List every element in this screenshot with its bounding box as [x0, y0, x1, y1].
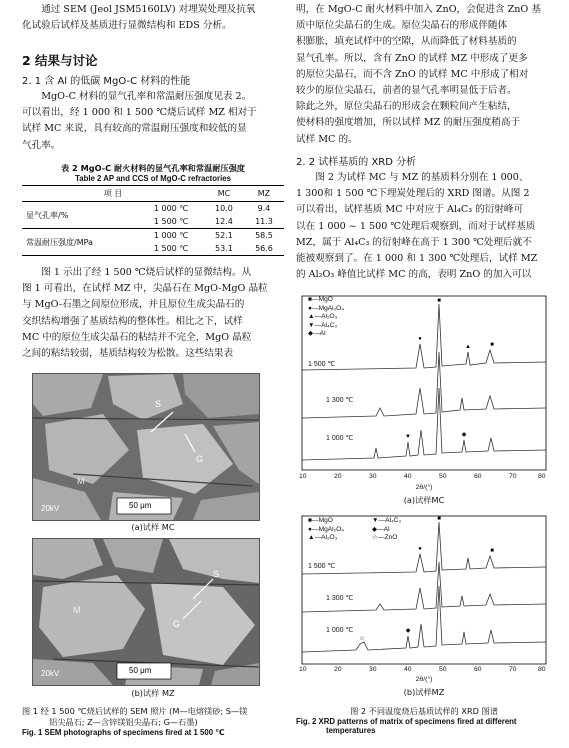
sem-micrograph — [33, 374, 259, 520]
temp-label: 1 000 ℃ — [326, 627, 354, 634]
fig2-caption-en: Fig. 2 XRD patterns of matrix of specimens fired at different — [296, 717, 517, 726]
table-header: 项 目 — [103, 189, 123, 198]
sem-b-caption: (b)试样 MZ — [131, 688, 175, 698]
peak-marker: ● — [418, 546, 422, 552]
peak-marker: ■ — [437, 298, 441, 304]
legend-item: ●—MgAl₂O₄ — [308, 525, 344, 533]
fig1-caption-cn: 图 1 经 1 500 ℃烧后试样的 SEM 照片 (M—电熔镁砂; S—镁 — [22, 706, 248, 716]
text-line: MZ，属于 Al₄C₃ 的衍射峰在高于 1 300 ℃处理后就不 — [296, 236, 532, 248]
table-cell: 58.5 — [255, 231, 273, 240]
table-header: MZ — [257, 189, 271, 198]
x-tick: 20 — [334, 666, 342, 673]
text-line: 图 2 为试样 MC 与 MZ 的基质料分别在 1 000、 — [315, 172, 529, 183]
table-title-en: Table 2 AP and CCS of MgO-C refractories — [75, 174, 231, 183]
peak-marker: ■ — [490, 548, 494, 554]
table-cell: 53.1 — [215, 244, 233, 253]
table-cell: 10.0 — [215, 204, 233, 213]
legend-item: ▲—Al₂O₃ — [308, 534, 338, 542]
temp-label: 1 500 ℃ — [308, 563, 336, 570]
text-line: 气孔率。 — [22, 139, 61, 151]
temp-label: 1 000 ℃ — [326, 435, 354, 442]
temp-label: 1 300 ℃ — [326, 595, 354, 602]
paragraph-3 — [296, 2, 552, 148]
table-header: MC — [217, 189, 231, 198]
grain-label-m: M — [77, 476, 85, 486]
subsection-title: 2. 1 含 Al 的低碳 MgO-C 材料的性能 — [22, 76, 191, 87]
paragraph-1 — [22, 89, 284, 154]
figure-2-caption — [296, 706, 552, 735]
paragraph-4 — [296, 170, 552, 283]
sem-a-caption: (a)试样 MC — [131, 522, 175, 532]
text-line: 显气孔率。所以，含有 ZnO 的试样 MZ 中形成了更多 — [296, 52, 528, 64]
xrd-legend — [372, 517, 401, 543]
x-tick: 80 — [538, 666, 546, 673]
x-axis-label: 2θ/(°) — [415, 676, 433, 683]
xrd-chart-mc — [296, 292, 552, 514]
fig1-caption-en: Fig. 1 SEM photographs of specimens fired at 1 500 ℃ — [22, 728, 225, 737]
text-line: 的原位尖晶石，而不含 ZnO 的试样 MC 中形成了相对 — [296, 68, 529, 80]
legend-item: ■—MgO — [308, 296, 333, 303]
intro-line: 化试验后试样及基质进行显微结构和 EDS 分析。 — [22, 20, 232, 32]
grain-label-s: S — [155, 399, 162, 409]
sem-micrograph — [33, 539, 259, 685]
sem-image-mc — [32, 373, 260, 521]
text-line: 明，在 MgO-C 耐火材料中加入 ZnO，会促进含 ZnO 基 — [296, 4, 541, 15]
table-cell: 56.6 — [255, 244, 273, 253]
peak-marker: ◆ — [461, 432, 467, 438]
text-line: 较少的原位尖晶石，前者的显气孔率明显低于后者。 — [296, 85, 517, 97]
figure-1-caption — [22, 706, 284, 737]
table-cell: 12.4 — [215, 217, 233, 226]
table-cell: 1 000 ℃ — [153, 204, 189, 213]
text-line: 以在 1 000 ~ 1 500 ℃处理后观察到，而对于试样基质 — [296, 220, 536, 232]
table-cell: 显气孔率/% — [26, 210, 69, 220]
x-tick: 70 — [509, 473, 517, 480]
x-tick: 80 — [538, 473, 546, 480]
table-cell: 9.4 — [257, 204, 271, 213]
sem-image-mz — [32, 538, 260, 686]
data-table — [22, 185, 284, 256]
peak-marker: ■ — [437, 516, 441, 522]
x-tick: 60 — [474, 473, 482, 480]
text-line: MgO-C 材料的显气孔率和常温耐压强度见表 2。 — [41, 91, 252, 102]
x-tick: 10 — [299, 666, 307, 673]
peak-marker: ● — [418, 336, 422, 342]
text-line: 可以看出，试样基质 MC 中对应于 Al₄C₃ 的衍射峰可 — [296, 204, 524, 216]
table-row — [22, 202, 284, 216]
legend-item: ●—MgAl₂O₄ — [308, 304, 344, 312]
sem-kv-label: 20kV — [41, 504, 60, 513]
temp-label: 1 300 ℃ — [326, 397, 354, 404]
table-cell: 常温耐压强度/MPa — [26, 237, 93, 247]
text-line: 能被观察到了。在 1 000 和 1 300 ℃处理后，试样 MZ — [296, 253, 538, 265]
grain-label-s: S — [213, 569, 220, 579]
sem-kv-label: 20kV — [41, 669, 60, 678]
paragraph-2 — [22, 265, 284, 362]
x-tick: 70 — [509, 666, 517, 673]
xrd-chart-mz — [296, 512, 552, 702]
legend-item: ◆—Al — [308, 330, 326, 338]
text-line: 与 MgO-石墨之间原位形成，并且原位生成尖晶石的 — [22, 299, 245, 311]
legend-item: ■—MgO — [308, 517, 333, 524]
table-cell: 1 500 ℃ — [153, 244, 189, 253]
text-line: 质中原位尖晶石的生成。原位尖晶石的形成伴随体 — [296, 20, 508, 32]
text-line: 除此之外，原位尖晶石的形成会在颗粒间产生粘结， — [296, 101, 517, 113]
text-line: 图 1 可看出，在试样 MZ 中，尖晶石在 MgO-MgO 晶粒 — [22, 283, 268, 295]
fig2-caption-en: temperatures — [326, 726, 376, 735]
text-line: 图 1 示出了经 1 500 ℃烧后试样的显微结构。从 — [41, 267, 252, 278]
grain-label-g: G — [173, 619, 181, 629]
x-tick: 60 — [474, 666, 482, 673]
temp-label: 1 500 ℃ — [308, 361, 336, 368]
intro-text — [22, 2, 284, 34]
x-tick: 40 — [404, 473, 412, 480]
legend-item: ☆—ZnO — [372, 534, 398, 542]
table-2 — [22, 163, 284, 256]
table-row — [22, 229, 284, 243]
table-title-cn: 表 2 MgO-C 耐火材料的显气孔率和常温耐压强度 — [61, 163, 245, 173]
peak-marker: ■ — [490, 342, 494, 348]
text-line: 交织结构增强了基质结构的整体性。相比之下，试样 — [22, 315, 243, 327]
scale-bar-label: 50 μm — [129, 501, 152, 510]
x-tick: 20 — [334, 473, 342, 480]
text-line: 1 300和 1 500 ℃下埋炭处理后的 XRD 图谱。从图 2 — [296, 188, 530, 200]
fig2-caption-cn: 图 2 不同温度烧后基质试样的 XRD 图谱 — [350, 706, 498, 716]
legend-item: ◆—Al — [372, 525, 390, 533]
x-tick: 30 — [369, 473, 377, 480]
xrd-legend — [308, 296, 344, 339]
text-line: 积膨胀，填充试样中的空隙，从而降低了材料基质的 — [296, 36, 517, 48]
table-cell: 1 000 ℃ — [153, 231, 189, 240]
xrd-legend — [308, 517, 344, 543]
xrd-a-caption: (a)试样MC — [403, 495, 445, 505]
text-line: MC 中的原位生成尖晶石的粘结并不完全，MgO 晶粒 — [22, 331, 252, 343]
x-axis-label: 2θ/(°) — [415, 484, 433, 491]
grain-label-g: G — [196, 454, 204, 464]
text-line: 试样 MC 来说，具有较高的常温耐压强度和较低的显 — [22, 123, 247, 135]
intro-line: 通过 SEM (Jeol JSM5160LV) 对埋炭处理及抗氧 — [41, 4, 256, 15]
xrd-b-caption: (b)试样MZ — [403, 687, 445, 697]
table-cell: 11.3 — [255, 217, 273, 226]
fig1-caption-cn: 铝尖晶石; Z—含锌镁铝尖晶石; G—石墨) — [49, 717, 198, 727]
x-tick: 10 — [299, 473, 307, 480]
scale-bar-label: 50 μm — [129, 666, 152, 675]
section-title: 2 结果与讨论 — [22, 53, 98, 68]
text-line: 可以看出，经 1 000 和 1 500 ℃烧后试样 MZ 相对于 — [22, 107, 257, 119]
text-line: 之间的粘结较弱，基质结构较为松散。这些结果表 — [22, 348, 234, 360]
grain-label-m: M — [73, 605, 81, 615]
x-tick: 40 — [404, 666, 412, 673]
x-tick: 50 — [439, 666, 447, 673]
peak-marker: ◆ — [405, 628, 411, 634]
peak-marker: ▼ — [405, 434, 411, 440]
x-tick: 30 — [369, 666, 377, 673]
x-tick: 50 — [439, 473, 447, 480]
table-cell: 52.1 — [215, 231, 233, 240]
legend-item: ▼—Al₄C₃ — [372, 517, 402, 524]
table-cell: 1 500 ℃ — [153, 217, 189, 226]
subsection-title: 2. 2 试样基质的 XRD 分析 — [296, 157, 417, 168]
legend-item: ▲—Al₂O₃ — [308, 313, 338, 321]
text-line: 使材料的强度增加，所以试样 MZ 的耐压强度稍高于 — [296, 117, 521, 129]
peak-marker: ☆ — [359, 636, 365, 642]
peak-marker: ▲ — [465, 344, 471, 350]
text-line: 的 Al₂O₃ 峰值比试样 MC 的高，表明 ZnO 的加入可以 — [296, 269, 532, 281]
legend-item: ▼—Al₄C₃ — [308, 321, 338, 329]
text-line: 试样 MC 的。 — [296, 133, 358, 145]
table-header-row — [22, 186, 284, 202]
